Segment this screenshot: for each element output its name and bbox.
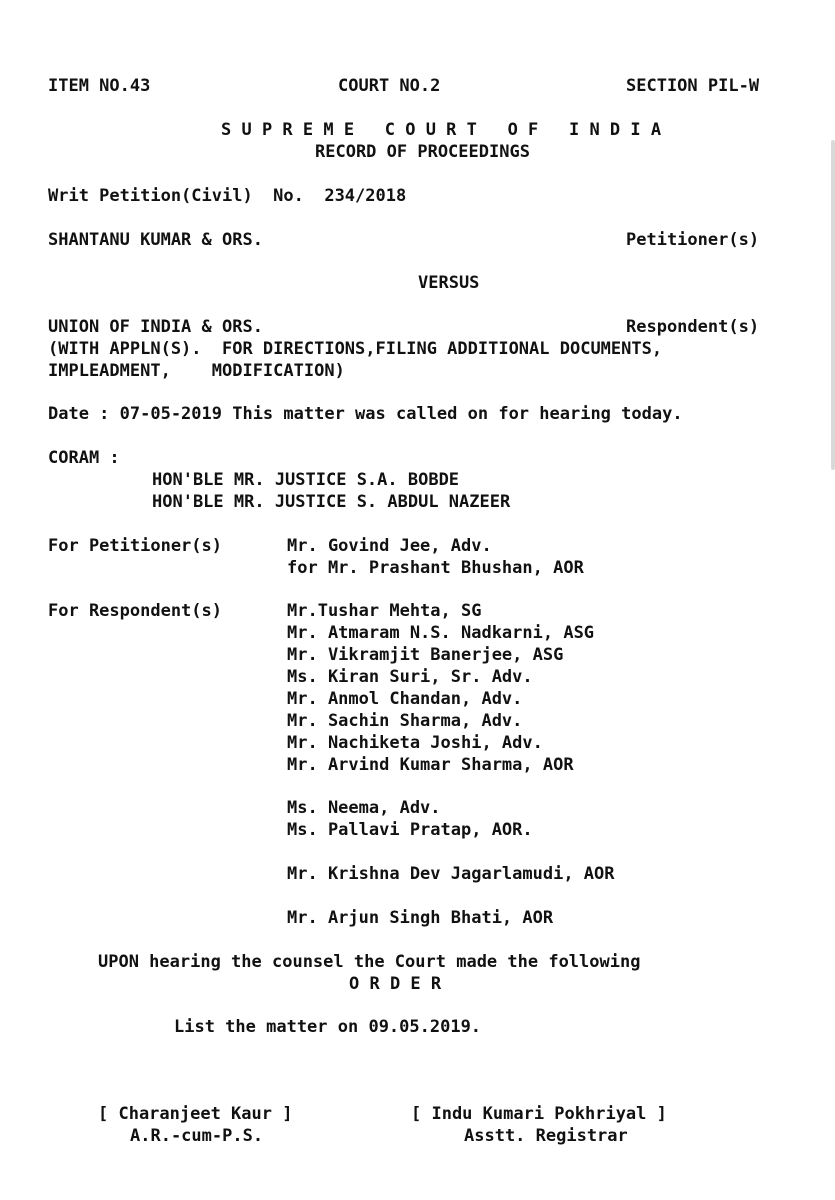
respondent-counsel-8: Mr. Arvind Kumar Sharma, AOR: [287, 755, 574, 775]
petition-number: Writ Petition(Civil) No. 234/2018: [48, 186, 407, 206]
judge-2: HON'BLE MR. JUSTICE S. ABDUL NAZEER: [152, 492, 511, 512]
petitioner-counsel-2: for Mr. Prashant Bhushan, AOR: [287, 558, 584, 578]
signatory-right-title: Asstt. Registrar: [464, 1126, 628, 1146]
respondent-counsel-3: Mr. Vikramjit Banerjee, ASG: [287, 645, 564, 665]
coram-label: CORAM :: [48, 448, 120, 468]
court-name: S U P R E M E C O U R T O F I N D I A: [221, 120, 662, 140]
petitioner-role: Petitioner(s): [626, 230, 760, 250]
respondent-role: Respondent(s): [626, 317, 760, 337]
hearing-date: Date : 07-05-2019 This matter was called on for hearing today.: [48, 404, 683, 424]
petitioner-counsel-label: For Petitioner(s): [48, 536, 222, 556]
record-title: RECORD OF PROCEEDINGS: [315, 142, 530, 162]
respondent-counsel-7: Mr. Nachiketa Joshi, Adv.: [287, 733, 543, 753]
petitioner-counsel-1: Mr. Govind Jee, Adv.: [287, 536, 492, 556]
versus-label: VERSUS: [418, 273, 480, 293]
signatory-right-name: [ Indu Kumari Pokhriyal ]: [411, 1104, 667, 1124]
signatory-left-name: [ Charanjeet Kaur ]: [98, 1104, 293, 1124]
order-text: List the matter on 09.05.2019.: [174, 1017, 482, 1037]
respondent-counsel-5: Mr. Anmol Chandan, Adv.: [287, 689, 523, 709]
respondent-counsel-1: Mr.Tushar Mehta, SG: [287, 601, 482, 621]
judge-1: HON'BLE MR. JUSTICE S.A. BOBDE: [152, 470, 460, 490]
respondent-counsel-label: For Respondent(s): [48, 601, 222, 621]
petitioner-name: SHANTANU KUMAR & ORS.: [48, 230, 263, 250]
item-number: ITEM NO.43: [48, 76, 151, 96]
respondent-counsel-12: Mr. Arjun Singh Bhati, AOR: [287, 908, 554, 928]
respondent-counsel-9: Ms. Neema, Adv.: [287, 798, 441, 818]
respondent-counsel-11: Mr. Krishna Dev Jagarlamudi, AOR: [287, 864, 615, 884]
court-number: COURT NO.2: [338, 76, 441, 96]
order-heading: O R D E R: [349, 974, 442, 994]
signatory-left-title: A.R.-cum-P.S.: [130, 1126, 264, 1146]
respondent-counsel-4: Ms. Kiran Suri, Sr. Adv.: [287, 667, 533, 687]
respondent-counsel-10: Ms. Pallavi Pratap, AOR.: [287, 820, 533, 840]
section-label: SECTION PIL-W: [626, 76, 760, 96]
respondent-counsel-6: Mr. Sachin Sharma, Adv.: [287, 711, 523, 731]
scroll-indicator[interactable]: [831, 140, 835, 470]
respondent-counsel-2: Mr. Atmaram N.S. Nadkarni, ASG: [287, 623, 595, 643]
order-preamble: UPON hearing the counsel the Court made the following: [98, 952, 641, 972]
applications-line-1: (WITH APPLN(S). FOR DIRECTIONS,FILING ADDITIONAL DOCUMENTS,: [48, 339, 663, 359]
applications-line-2: IMPLEADMENT, MODIFICATION): [48, 361, 345, 381]
respondent-name: UNION OF INDIA & ORS.: [48, 317, 263, 337]
